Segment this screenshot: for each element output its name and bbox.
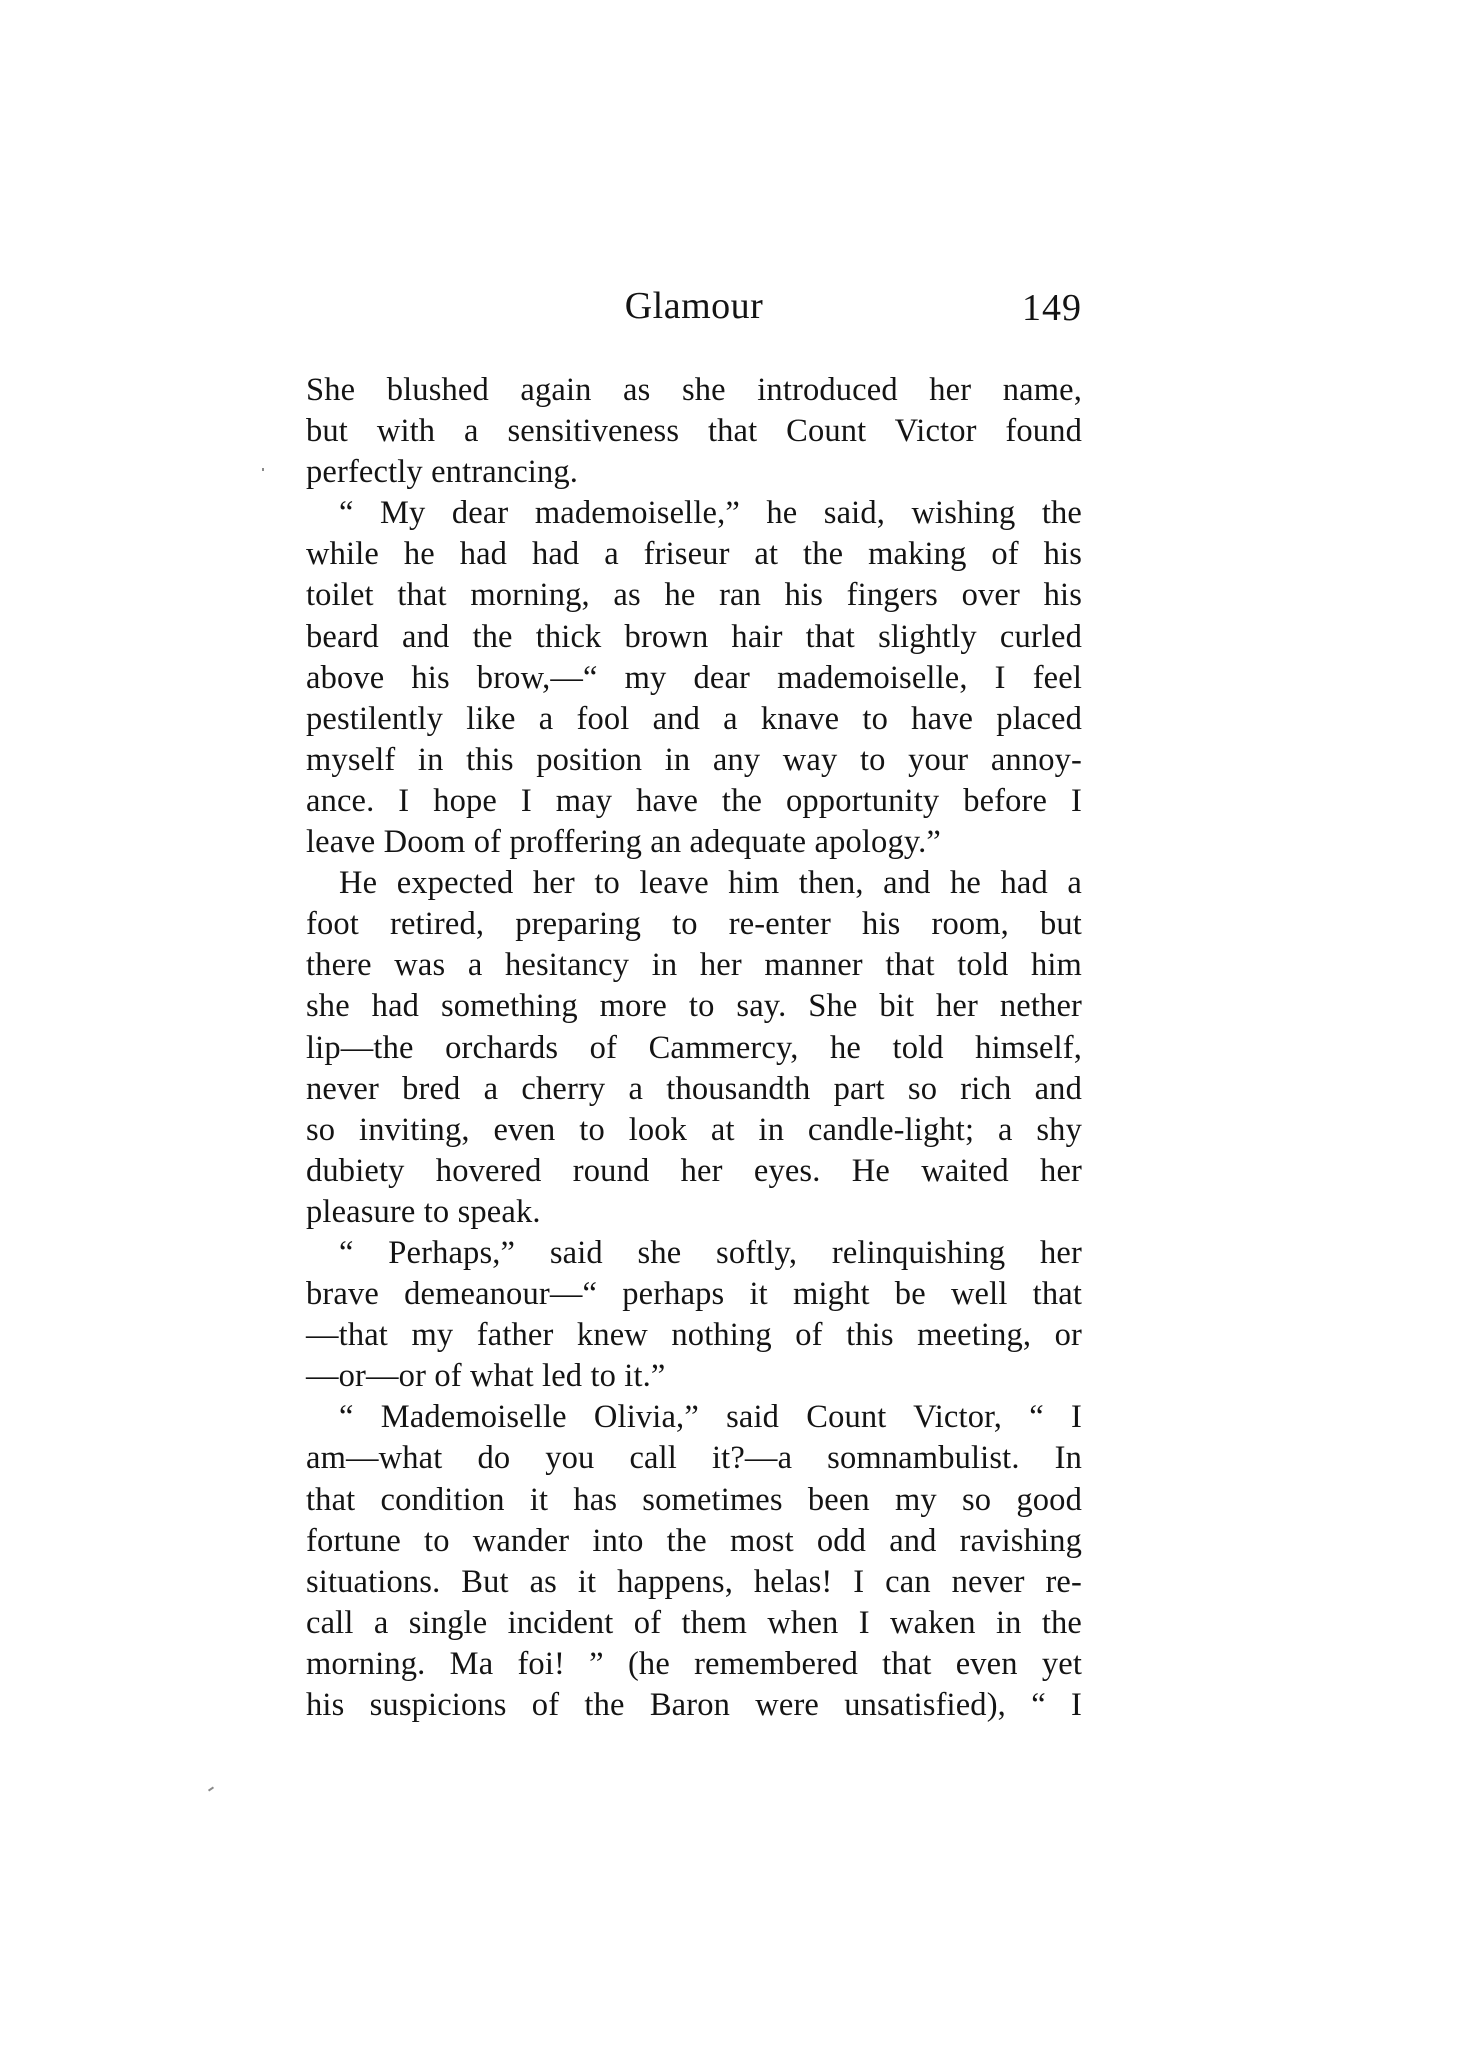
running-title: Glamour xyxy=(624,285,764,327)
text-line: am—what do you call it?—a somnambulist. In xyxy=(306,1440,1082,1477)
text-line: his suspicions of the Baron were unsatisfied), “ I xyxy=(306,1687,1082,1723)
text-line: foot retired, preparing to re-enter his room, but xyxy=(306,906,1082,943)
text-line: toilet that morning, as he ran his fingers over his xyxy=(306,577,1082,614)
text-line: so inviting, even to look at in candle-light; a shy xyxy=(306,1111,1082,1148)
text-line: morning. Ma foi! ” (he remembered that even yet xyxy=(306,1645,1082,1682)
text-line: —that my father knew nothing of this meeting, or xyxy=(306,1317,1082,1354)
paragraph-1 xyxy=(306,370,1082,493)
margin-mark xyxy=(208,1786,214,1791)
text-line: lip—the orchards of Cammercy, he told himself, xyxy=(306,1029,1082,1066)
text-line: call a single incident of them when I waken in the xyxy=(306,1604,1082,1641)
text-line: myself in this position in any way to your annoy- xyxy=(306,741,1082,778)
text-line: —or—or of what led to it.” xyxy=(306,1358,666,1395)
text-line: “ Perhaps,” said she softly, relinquishing her xyxy=(339,1234,1082,1271)
text-line: perfectly entrancing. xyxy=(306,454,579,491)
text-line: she had something more to say. She bit her nether xyxy=(306,988,1082,1025)
text-line: but with a sensitiveness that Count Victor found xyxy=(306,413,1082,450)
text-line: He expected her to leave him then, and he had a xyxy=(339,865,1082,902)
text-line: while he had had a friseur at the making of his xyxy=(306,536,1082,573)
text-line: dubiety hovered round her eyes. He waited her xyxy=(306,1152,1082,1189)
paragraph-4 xyxy=(306,1233,1082,1397)
text-line: beard and the thick brown hair that slightly curled xyxy=(306,618,1082,655)
text-line: She blushed again as she introduced her name, xyxy=(306,372,1082,408)
paragraph-5 xyxy=(306,1397,1082,1726)
text-line: never bred a cherry a thousandth part so rich and xyxy=(306,1070,1082,1107)
page-number: 149 xyxy=(1022,287,1082,329)
text-line: that condition it has sometimes been my so good xyxy=(306,1481,1082,1518)
paragraph-3 xyxy=(306,863,1082,1233)
text-line: leave Doom of proffering an adequate apology.” xyxy=(306,824,941,861)
text-line: situations. But as it happens, helas! I can never re- xyxy=(306,1563,1082,1600)
text-line: pestilently like a fool and a knave to have placed xyxy=(306,700,1082,737)
text-line: “ Mademoiselle Olivia,” said Count Victor, “ I xyxy=(339,1399,1082,1436)
text-line: “ My dear mademoiselle,” he said, wishing the xyxy=(339,495,1082,532)
text-line: brave demeanour—“ perhaps it might be well that xyxy=(306,1276,1082,1313)
body-text xyxy=(306,370,1082,1726)
text-line: fortune to wander into the most odd and ravishing xyxy=(306,1522,1082,1559)
margin-mark xyxy=(262,468,264,471)
text-line: there was a hesitancy in her manner that told him xyxy=(306,947,1082,984)
text-line: pleasure to speak. xyxy=(306,1193,541,1230)
running-header xyxy=(306,284,1082,336)
text-line: ance. I hope I may have the opportunity before I xyxy=(306,782,1082,819)
text-line: above his brow,—“ my dear mademoiselle, I feel xyxy=(306,659,1082,696)
paragraph-2 xyxy=(306,493,1082,863)
